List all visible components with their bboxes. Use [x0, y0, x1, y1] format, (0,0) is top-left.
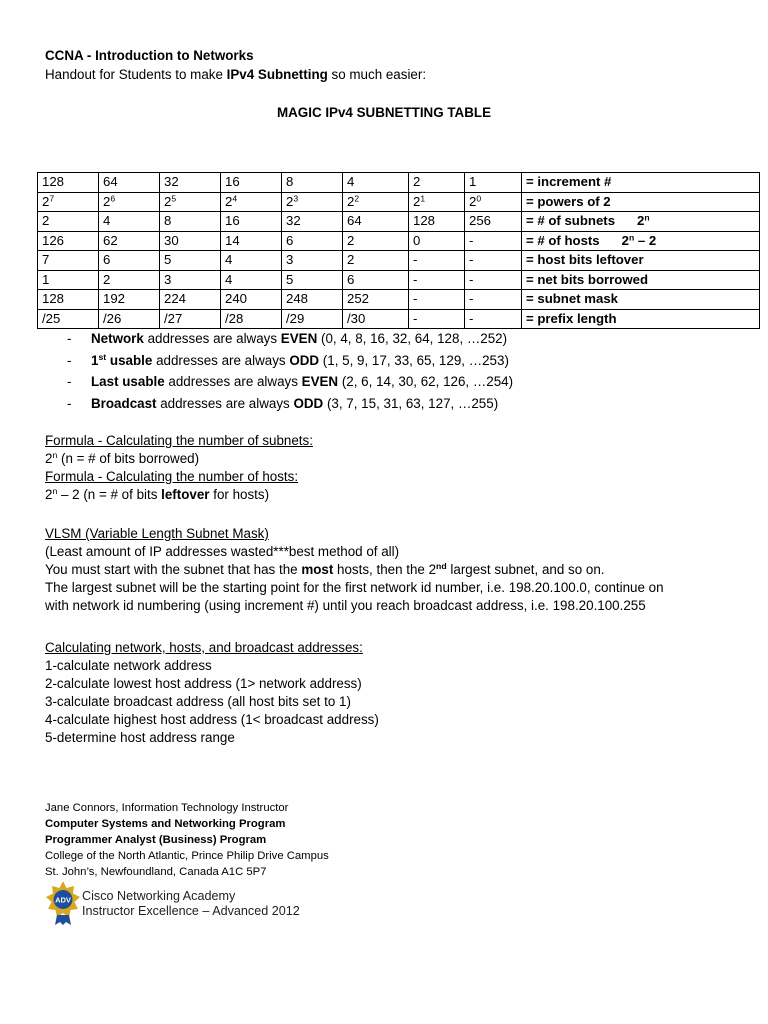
row-label: = prefix length — [522, 309, 760, 329]
table-cell: 128 — [38, 290, 99, 310]
table-cell: $2^7$ — [38, 192, 99, 212]
calculation-steps-section — [45, 639, 379, 747]
table-cell: 5 — [282, 270, 343, 290]
table-cell: 4 — [221, 251, 282, 271]
table-cell: - — [409, 251, 465, 271]
cisco-award-badge-icon — [45, 880, 81, 926]
step-line: 2-calculate lowest host address (1> network address) — [45, 676, 362, 691]
table-row — [38, 173, 760, 193]
table-cell: - — [465, 309, 522, 329]
table-cell: 2 — [38, 212, 99, 232]
step-line: 4-calculate highest host address (1< broadcast address) — [45, 712, 379, 727]
handout-subtitle — [45, 67, 426, 82]
table-cell: 30 — [160, 231, 221, 251]
table-row — [38, 231, 760, 251]
vlsm-line: with network id numbering (using increment #) until you reach broadcast address, i.e. 198.20.100.255 — [45, 598, 646, 613]
table-cell: 240 — [221, 290, 282, 310]
table-title: MAGIC IPv4 SUBNETTING TABLE — [276, 105, 491, 120]
step-line: Calculating network, hosts, and broadcast addresses: — [45, 640, 363, 655]
table-cell: - — [409, 270, 465, 290]
row-label: = increment # — [522, 173, 760, 193]
table-cell: /25 — [38, 309, 99, 329]
award-text — [82, 889, 300, 919]
table-cell: 248 — [282, 290, 343, 310]
formula-line: 2$^n$ – 2 (n = # of bits leftover for hosts) — [45, 486, 270, 502]
table-cell: - — [465, 231, 522, 251]
table-cell: 14 — [221, 231, 282, 251]
table-cell: $2^1$ — [409, 192, 465, 212]
step-line: 1-calculate network address — [45, 658, 212, 673]
table-cell: 252 — [343, 290, 409, 310]
vlsm-line: VLSM (Variable Length Subnet Mask) — [45, 526, 269, 541]
footer-line: Programmer Analyst (Business) Program — [45, 834, 267, 846]
table-cell: 0 — [409, 231, 465, 251]
footer-line: Jane Connors, Information Technology Instructor — [45, 802, 289, 814]
table-cell: 7 — [38, 251, 99, 271]
table-cell: /30 — [343, 309, 409, 329]
vlsm-section — [45, 525, 664, 615]
table-row — [38, 309, 760, 329]
award-line-2: Instructor Excellence – Advanced 2012 — [82, 904, 300, 918]
table-cell: 1 — [38, 270, 99, 290]
vlsm-line: You must start with the subnet that has the most hosts, then the 2nd largest subnet, and so on. — [45, 561, 605, 577]
table-cell: - — [465, 251, 522, 271]
subtitle-pre: Handout for Students to make — [45, 67, 227, 82]
table-cell: /28 — [221, 309, 282, 329]
table-cell: 64 — [99, 173, 160, 193]
table-cell: 16 — [221, 173, 282, 193]
table-cell: 2 — [343, 251, 409, 271]
formula-line: Formula - Calculating the number of subnets: — [45, 433, 313, 448]
table-row — [38, 251, 760, 271]
table-cell: - — [409, 309, 465, 329]
table-cell: 2 — [409, 173, 465, 193]
list-item: - Network addresses are always EVEN (0, 4, 8, 16, 32, 64, 128, …252) — [67, 331, 508, 346]
table-cell: $2^5$ — [160, 192, 221, 212]
table-row — [38, 192, 760, 212]
step-line: 5-determine host address range — [45, 730, 235, 745]
table-cell: 4 — [221, 270, 282, 290]
handout-course-title: CCNA - Introduction to Networks — [45, 48, 254, 63]
table-cell: 224 — [160, 290, 221, 310]
list-item: - 1st usable addresses are always ODD (1, 5, 9, 17, 33, 65, 129, …253) — [67, 351, 509, 368]
table-cell: 6 — [343, 270, 409, 290]
table-row — [38, 212, 760, 232]
table-cell: 3 — [282, 251, 343, 271]
row-label: = net bits borrowed — [522, 270, 760, 290]
table-cell: 32 — [160, 173, 221, 193]
formulas-section — [45, 432, 313, 504]
table-cell: /27 — [160, 309, 221, 329]
table-cell: $2^2$ — [343, 192, 409, 212]
table-cell: $2^6$ — [99, 192, 160, 212]
table-cell: 126 — [38, 231, 99, 251]
list-item: - Last usable addresses are always EVEN (2, 6, 14, 30, 62, 126, …254) — [67, 374, 514, 389]
table-cell: /26 — [99, 309, 160, 329]
vlsm-line: (Least amount of IP addresses wasted***best method of all) — [45, 544, 400, 559]
table-cell: - — [409, 290, 465, 310]
row-label: = powers of 2 — [522, 192, 760, 212]
footer-line: Computer Systems and Networking Program — [45, 818, 286, 830]
award-line-1: Cisco Networking Academy — [82, 889, 236, 903]
table-cell: 64 — [343, 212, 409, 232]
table-cell: 62 — [99, 231, 160, 251]
table-cell: 2 — [99, 270, 160, 290]
step-line: 3-calculate broadcast address (all host bits set to 1) — [45, 694, 351, 709]
list-item: - Broadcast addresses are always ODD (3, 7, 15, 31, 63, 127, …255) — [67, 395, 499, 411]
table-cell: 4 — [99, 212, 160, 232]
table-cell: 256 — [465, 212, 522, 232]
row-label: = host bits leftover — [522, 251, 760, 271]
table-cell: 8 — [282, 173, 343, 193]
address-rules-list — [45, 330, 513, 416]
table-row — [38, 270, 760, 290]
row-label: = # of hosts 2$^n$ – 2 — [522, 231, 760, 251]
row-label: = subnet mask — [522, 290, 760, 310]
subtitle-post: so much easier: — [327, 67, 427, 82]
table-cell: 4 — [343, 173, 409, 193]
table-cell: 5 — [160, 251, 221, 271]
table-cell: 6 — [99, 251, 160, 271]
vlsm-line: The largest subnet will be the starting point for the first network id number, i.e. 198.20.100.0, continue on — [45, 580, 664, 595]
table-cell: 8 — [160, 212, 221, 232]
table-row — [38, 290, 760, 310]
table-cell: - — [465, 270, 522, 290]
row-formula: 2$^n$ — [637, 212, 650, 229]
table-cell: $2^0$ — [465, 192, 522, 212]
table-cell: 16 — [221, 212, 282, 232]
table-cell: 128 — [409, 212, 465, 232]
table-cell: 1 — [465, 173, 522, 193]
subnetting-table — [37, 172, 760, 329]
table-cell: 192 — [99, 290, 160, 310]
row-label: = # of subnets 2$^n$ — [522, 212, 760, 232]
table-cell: 2 — [343, 231, 409, 251]
table-cell: - — [465, 290, 522, 310]
formula-line: 2$^n$ (n = # of bits borrowed) — [45, 450, 200, 466]
formula-line: Formula - Calculating the number of hosts: — [45, 469, 299, 484]
table-cell: 6 — [282, 231, 343, 251]
author-footer — [45, 800, 329, 880]
table-cell: 32 — [282, 212, 343, 232]
table-cell: /29 — [282, 309, 343, 329]
footer-line: College of the North Atlantic, Prince Philip Drive Campus — [45, 850, 329, 862]
table-cell: 128 — [38, 173, 99, 193]
table-cell: $2^4$ — [221, 192, 282, 212]
table-cell: $2^3$ — [282, 192, 343, 212]
row-formula: 2$^n$ – 2 — [621, 232, 657, 248]
table-cell: 3 — [160, 270, 221, 290]
badge-label: ADV — [55, 895, 71, 905]
footer-line: St. John’s, Newfoundland, Canada A1C 5P7 — [45, 866, 267, 878]
subtitle-emphasis: IPv4 Subnetting — [226, 67, 328, 82]
